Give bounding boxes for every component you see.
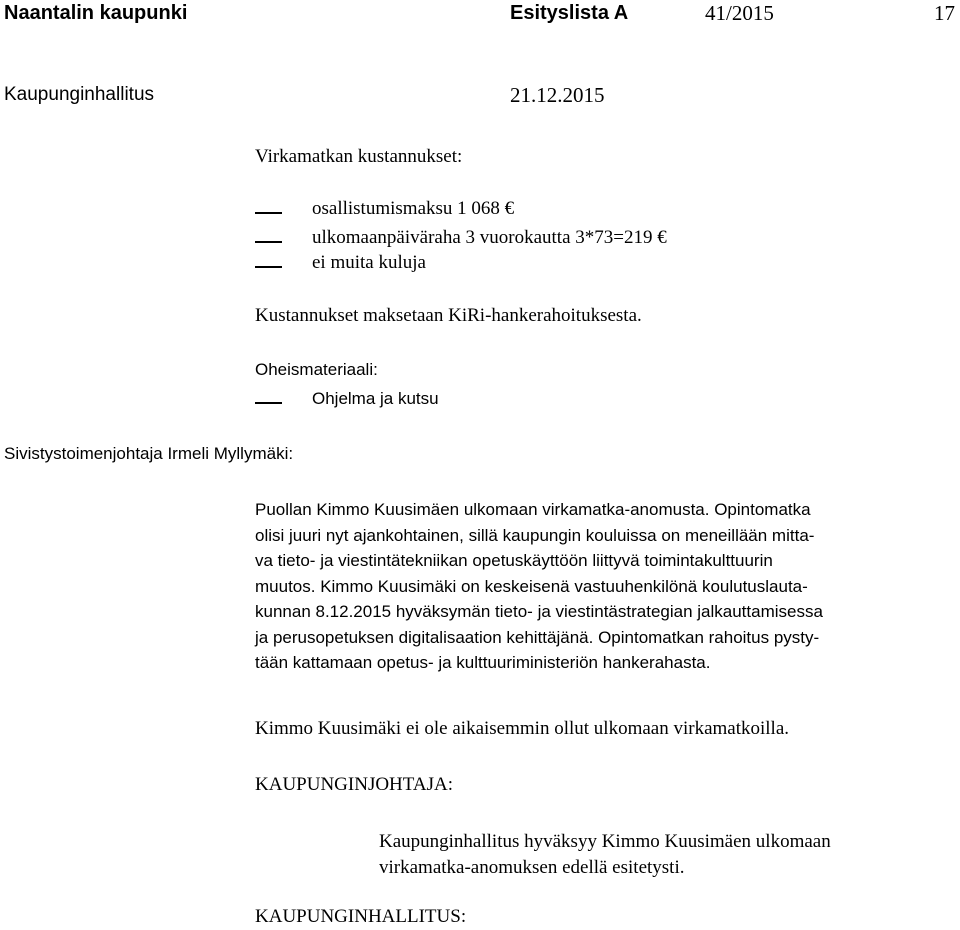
statement-paragraph [255, 497, 955, 676]
proposal-line: Kaupunginhallitus hyväksyy Kimmo Kuusimäen ulkomaan [379, 831, 831, 852]
page-number: 17 [934, 1, 955, 25]
municipality-name: Naantalin kaupunki [4, 2, 188, 24]
statement-line: ja perusopetuksen digitalisaation kehittäjänä. Opintomatkan rahoitus pysty- [255, 627, 820, 647]
dash-icon [255, 266, 282, 268]
mayor-proposal [379, 829, 831, 881]
statement-line: tään kattamaan opetus- ja kulttuuriministeriön hankerahasta. [255, 653, 711, 672]
meeting-date: 21.12.2015 [510, 83, 605, 107]
statement-line: muutos. Kimmo Kuusimäki on keskeisenä vastuuhenkilönä koulutuslauta- [255, 576, 808, 596]
board-heading: KAUPUNGINHALLITUS: [255, 906, 467, 927]
dash-icon [255, 212, 282, 214]
presenter-label: Sivistystoimenjohtaja Irmeli Myllymäki: [4, 444, 294, 463]
mayor-heading: KAUPUNGINJOHTAJA: [255, 774, 453, 795]
funding-statement: Kustannukset maksetaan KiRi-hankerahoituksesta. [255, 305, 642, 326]
dash-icon [255, 402, 282, 404]
meeting-body: Kaupunginhallitus [4, 84, 155, 105]
cost-item: osallistumismaksu 1 068 € [312, 198, 515, 219]
statement-line: Puollan Kimmo Kuusimäen ulkomaan virkamatka-anomusta. Opintomatka [255, 500, 811, 519]
agenda-title: Esityslista A [510, 2, 629, 24]
travel-costs-heading: Virkamatkan kustannukset: [255, 146, 463, 167]
statement-line: olisi juuri nyt ajankohtainen, sillä kaupungin kouluissa on meneillään mitta- [255, 525, 815, 545]
cost-item: ulkomaanpäiväraha 3 vuorokautta 3*73=219 € [312, 227, 667, 248]
dash-icon [255, 241, 282, 243]
statement-line: kunnan 8.12.2015 hyväksymän tieto- ja viestintästrategian jalkauttamisessa [255, 602, 823, 621]
statement-line: va tieto- ja viestintätekniikan opetuskäyttöön liittyvä toimintakulttuurin [255, 551, 773, 570]
statement-note: Kimmo Kuusimäki ei ole aikaisemmin ollut ulkomaan virkamatkoilla. [255, 718, 790, 739]
proposal-line: virkamatka-anomuksen edellä esitetysti. [379, 857, 685, 878]
attachment-item: Ohjelma ja kutsu [312, 389, 439, 408]
cost-item: ei muita kuluja [312, 252, 426, 273]
attachments-heading: Oheismateriaali: [255, 360, 378, 379]
agenda-number: 41/2015 [705, 1, 774, 25]
